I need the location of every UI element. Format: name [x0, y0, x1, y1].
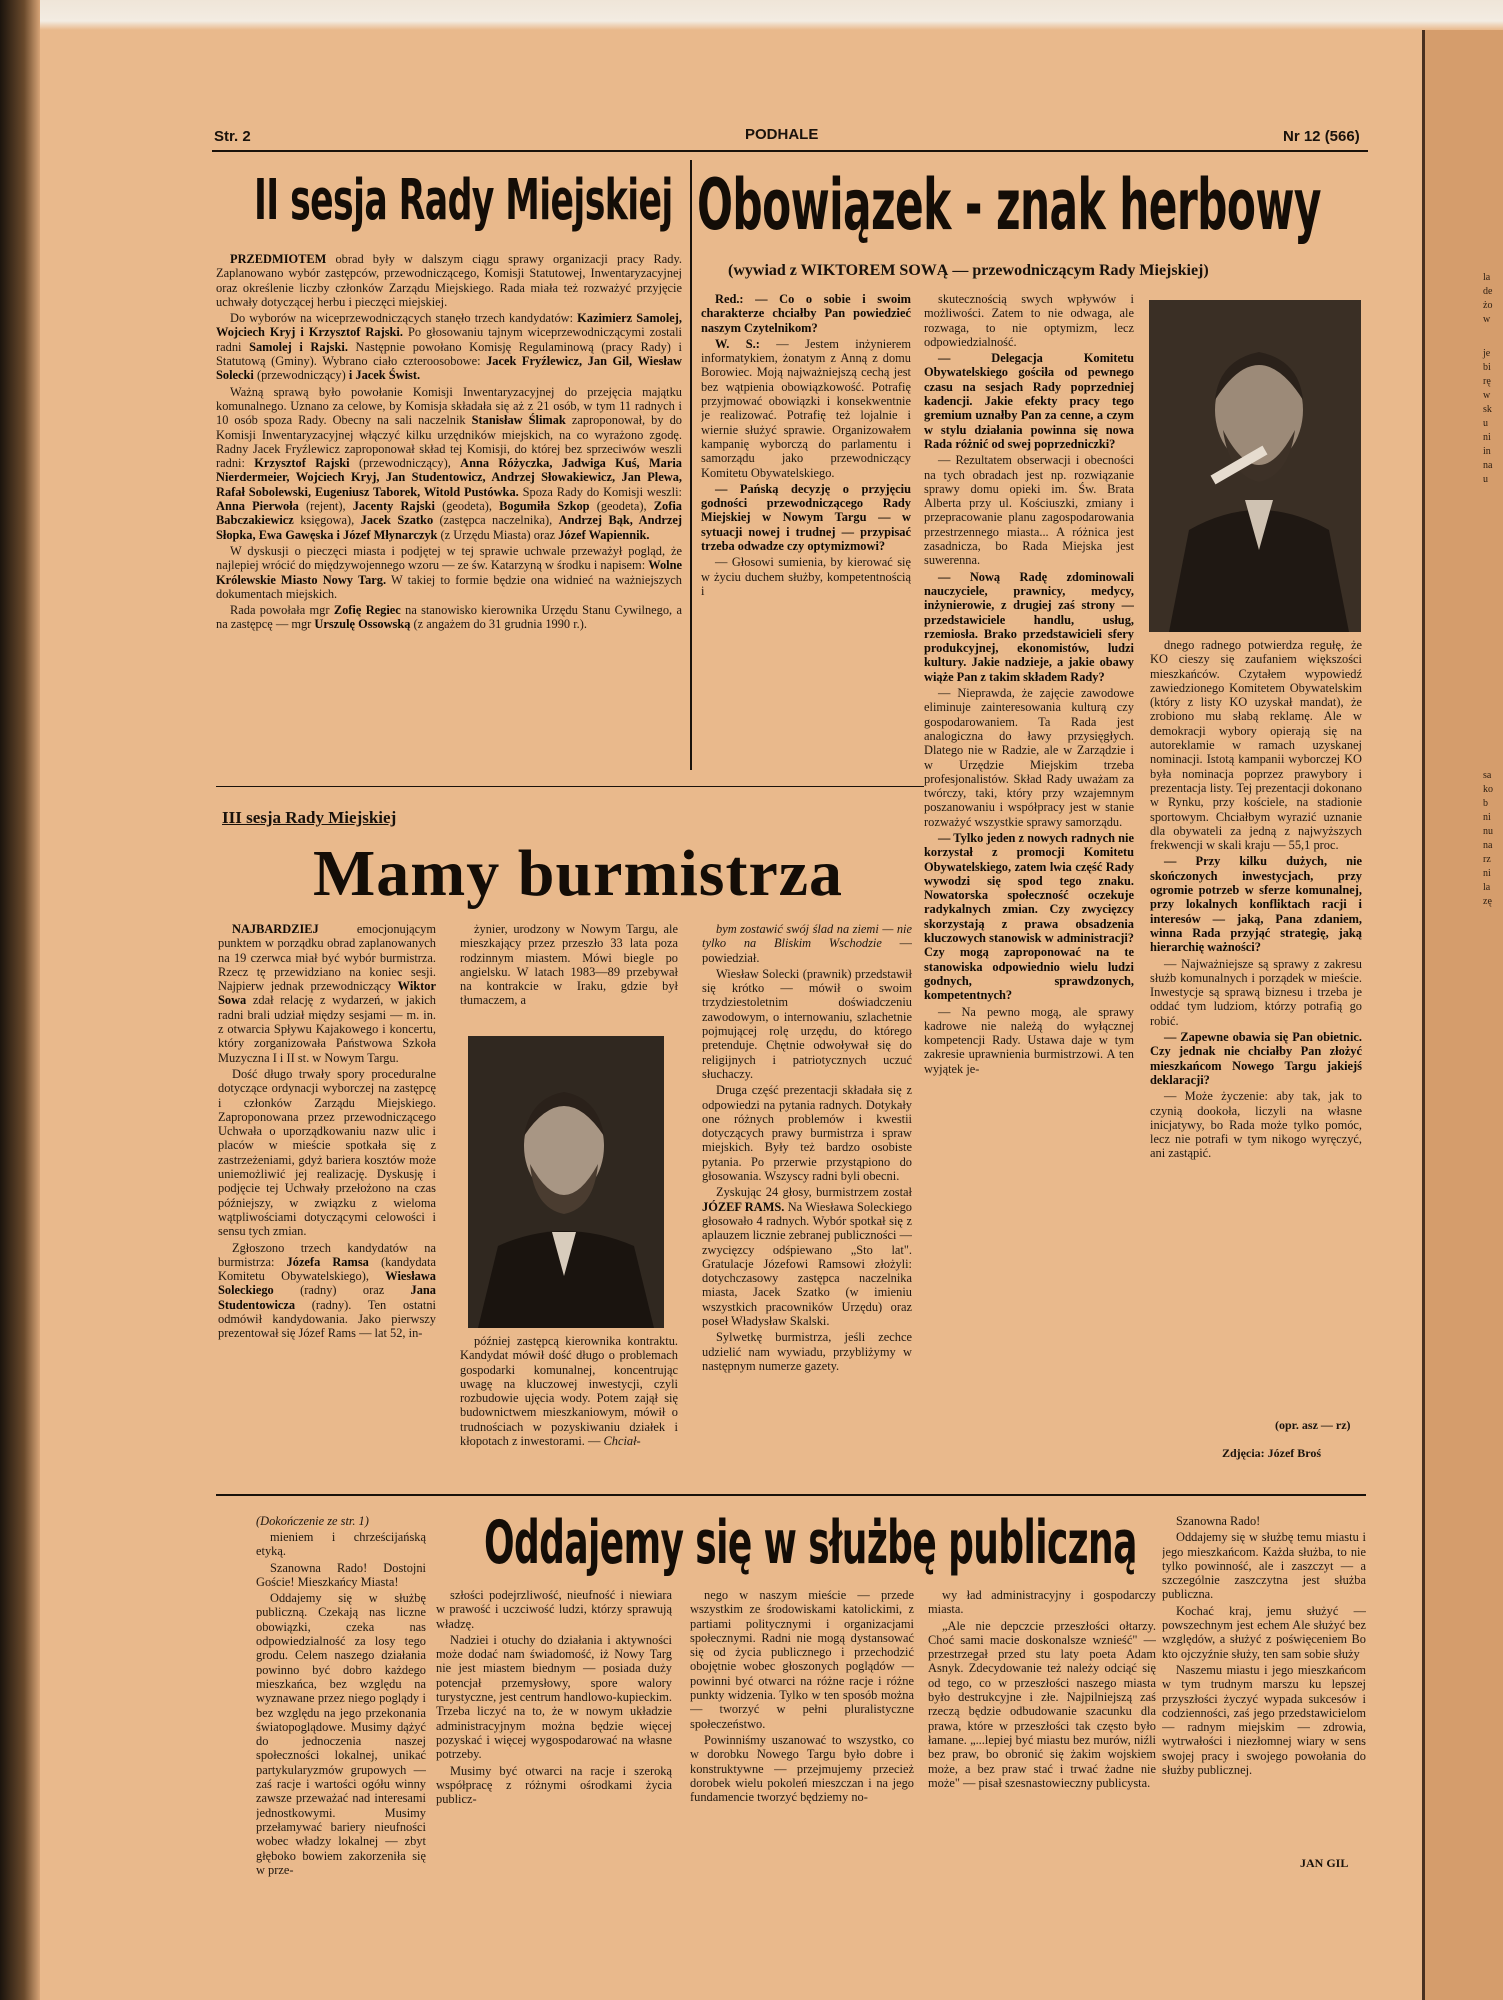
interview-paragraph: — Przy kilku dużych, nie skończonych inwestycjach, przy ogromie potrzeb w sferze komunalnej, przy lokalnych konfliktach racji i interesów — jaką, Pana zdaniem, winna Rada przyjąć strategię, jaką hierarchię ważności?: [1150, 854, 1362, 955]
ii-sesja-paragraph: Do wyborów na wiceprzewodniczących stanęło trzech kandydatów: Kazimierz Samolej, Wojciech Kryj i Krzysztof Rajski. Po głosowaniu tajnym wiceprzewodniczącymi zostali radni Samolej i Rajski. Następnie powołano Komisję Regulaminową (pracy Rady) i Statutową (Gminy). Wybrano ciało czteroosobowe: Jacek Fryźlewicz, Jan Gil, Wiesław Solecki (przewodniczący) i Jacek Świst.: [216, 311, 682, 383]
oddajemy-paragraph: mieniem i chrześcijańską etyką.: [256, 1530, 426, 1559]
ii-sesja-paragraph: Rada powołała mgr Zofię Regiec na stanowisko kierownika Urzędu Stanu Cywilnego, a na zastępcę — mgr Urszulę Ossowską (z angażem do 31 grudnia 1990 r.).: [216, 603, 682, 632]
interview-subtitle: (wywiad z WIKTOREM SOWĄ — przewodniczącym Rady Miejskiej): [728, 262, 1209, 279]
oddajemy-paragraph: Oddajemy się w służbę temu miastu i jego mieszkańcom. Każda służba, to nie tylko powinność, ale i zaszczyt — a szczególnie zaszczytna jest służba publiczna.: [1162, 1530, 1366, 1602]
burmistrz-column-1: [218, 922, 436, 1478]
photo-credit: Zdjęcia: Józef Broś: [1222, 1446, 1322, 1460]
oddajemy-paragraph: Szanowna Rado! Dostojni Goście! Mieszkańcy Miasta!: [256, 1560, 426, 1589]
section-rule: [216, 786, 924, 787]
burmistrz-paragraph: Dość długo trwały spory proceduralne dotyczące ordynacji wyborczej na zastępcę i członków Zarządu Miejskiego. Zaproponowana przez przewodniczącego Uchwała o uporządkowaniu nazw ulic i placów w mieście spotkała się z zastrzeżeniami, gdyż bariera kosztów może uniemożliwić jej realizację. Dyskusję i podjęcie tej Uchwały przełożono na czas późniejszy, w związku z wieloma wątpliwościami dotyczącymi celowości i sensu tych zmian.: [218, 1066, 436, 1239]
oddajemy-paragraph: Nadziei i otuchy do działania i aktywności może dodać nam świadomość, iż Nowy Targ nie jest miastem biednym — posiada duży potencjał przemysłowy, spore walory turystyczne, jest centrum handlowo-kupieckim. Trzeba liczyć na to, że w nowym układzie administracyjnym można będzie więcej pozyskać i więcej wygospodarować na własne potrzeby.: [436, 1632, 672, 1762]
ii-sesja-paragraph: W dyskusji o pieczęci miasta i podjętej w tej sprawie uchwale przeważył pogląd, że najlepiej wrócić do międzywojennego wzoru — ze św. Katarzyną w środku i napisem: Wolne Królewskie Miasto Nowy Targ. W takiej to formie będzie ona widnieć na ważniejszych dokumentach miejskich.: [216, 543, 682, 601]
interview-credit: (opr. asz — rz): [1275, 1418, 1351, 1432]
interview-paragraph: — Na pewno mogą, ale sprawy kadrowe nie należą do wyłącznej kompetencji Rady. Ustawa daje w tym zakresie uprawnienia burmistrzowi. A ten wyjątek je-: [924, 1004, 1134, 1076]
burmistrz-paragraph: Sylwetkę burmistrza, jeśli zechce udzielić nam wywiadu, przybliżymy w następnym numerze gazety.: [702, 1330, 912, 1373]
adjacent-page-fragment: in: [1483, 446, 1491, 457]
burmistrz-paragraph: bym zostawić swój ślad na ziemi — nie tylko na Bliskim Wschodzie — powiedział.: [702, 922, 912, 965]
interview-paragraph: — Może życzenie: aby tak, jak to czynią dookoła, liczyli na własne inicjatywy, bo Rada może tylko pomóc, lecz nie potrafi w tym nikogo wyręczyć, ani zastąpić.: [1150, 1089, 1362, 1161]
oddajemy-paragraph: Szanowna Rado!: [1176, 1514, 1261, 1528]
article-title-mamy-burmistrza: Mamy burmistrza: [313, 837, 844, 910]
continuation-note: (Dokończenie ze str. 1): [256, 1514, 369, 1528]
adjacent-page-strip: [1422, 30, 1503, 2000]
issue-number: Nr 12 (566): [1283, 128, 1360, 145]
adjacent-page-fragment: na: [1483, 840, 1493, 851]
oddajemy-column-3: [690, 1588, 914, 1880]
article-body-ii-sesja: [216, 252, 682, 770]
adjacent-page-fragment: nu: [1483, 826, 1493, 837]
page-top-edge: [0, 0, 1503, 30]
burmistrz-paragraph: Druga część prezentacji składała się z odpowiedzi na pytania radnych. Dotykały one różnych problemów i kwestii dotyczących prawy burmistrza i spraw miejskich. Były też bardzo osobiste pytania. Po przerwie przystąpiono do głosowania. Wszyscy radni byli obecni.: [702, 1083, 912, 1184]
adjacent-page-fragment: na: [1483, 460, 1493, 471]
interview-paragraph: — Zapewne obawia się Pan obietnic. Czy jednak nie chciałby Pan złożyć mieszkańcom Nowego Targu jakiejś deklaracji?: [1150, 1030, 1362, 1087]
oddajemy-paragraph: wy ład administracyjny i gospodarczy miasta.: [928, 1588, 1156, 1617]
adjacent-page-fragment: la: [1483, 272, 1491, 283]
portrait-photo-jozef-rams: [468, 1036, 664, 1328]
adjacent-page-fragment: sa: [1483, 770, 1492, 781]
portrait-figure: [1149, 300, 1361, 632]
interview-paragraph: Red.: — Co o sobie i swoim charakterze chciałby Pan powiedzieć naszym Czytelnikom?: [701, 292, 911, 335]
interview-paragraph: — Delegacja Komitetu Obywatelskiego gościła od pewnego czasu na sesjach Rady poprzedniej kadencji. Jakie efekty pracy tego gremium uznałby Pan za cenne, a czym w stylu działania powinna się nowa Rada różnić od swej poprzedniczki?: [924, 351, 1134, 451]
article-title-ii-sesja: II sesja Rady Miejskiej: [254, 168, 673, 233]
oddajemy-column-2: [436, 1588, 672, 1880]
burmistrz-paragraph: NAJBARDZIEJ emocjonującym punktem w porządku obrad zaplanowanych na 19 czerwca miał być wybór burmistrza. Rzecz tę przewidziano na koniec sesji. Najpierw jednak przewodniczący Wiktor Sowa zdał relację z wydarzeń, w jakich radni brali udział między sesjami — m. in. z otwarcia Spływu Kajakowego i koncertu, który zorganizowała Państwowa Szkoła Muzyczna I i II st. w Nowym Targu.: [218, 922, 436, 1065]
adjacent-page-fragment: sk: [1483, 404, 1492, 415]
portrait-figure-2: [468, 1036, 664, 1328]
interview-paragraph: — Najważniejsze są sprawy z zakresu służb komunalnych i porządek w mieście. Inwestycje są sprawą biznesu i trzeba je oddać tym ludziom, którzy potrafią go robić.: [1150, 956, 1362, 1028]
article-kicker-iii-sesja: III sesja Rady Miejskiej: [222, 808, 397, 827]
adjacent-page-fragment: je: [1483, 348, 1491, 359]
oddajemy-paragraph: Kochać kraj, jemu służyć — powszechnym jest echem Ale służyć bez względów, a służyć z poświęceniem Bo kto ojczyźnie służy, ten sam sobie służy: [1162, 1603, 1366, 1661]
interview-paragraph: — Głosowi sumienia, by kierować się w życiu duchem służby, kompetentnością i: [701, 555, 911, 598]
burmistrz-paragraph: później zastępcą kierownika kontraktu. Kandydat mówił dość długo o problemach gospodarki komunalnej, koncentrując uwagę na kluczowej inwestycji, czyli rozbudowie ujęcia wody. Potem zajął się budownictwem mieszkaniowym, mówił o trudnościach w pozyskiwaniu działek i kłopotach z inwestorami. — Chciał-: [460, 1334, 678, 1449]
adjacent-page-fragment: w: [1483, 390, 1491, 401]
adjacent-page-fragment: bi: [1483, 362, 1491, 373]
adjacent-page-fragment: zę: [1483, 896, 1492, 907]
article-title-obowiazek: Obowiązek - znak herbowy: [697, 164, 1321, 246]
adjacent-page-fragment: u: [1483, 418, 1488, 429]
interview-column-1: [701, 292, 911, 772]
interview-paragraph: — Rezultatem obserwacji i obecności na tych obradach jest np. rozwiązanie sprawy domu opieki im. Św. Brata Alberta przy ul. Kościuszki, zmiany i przepracowanie planu zagospodarowania przestrzennego miasta... A różnica jest zasadnicza, bo Rada Miejska jest suwerenna.: [924, 453, 1134, 568]
interview-paragraph: — Pańską decyzję o przyjęciu godności przewodniczącego Rady Miejskiej w Nowym Targu — w sytuacji nowej i trudnej — przypisać trzeba odwadze czy optymizmowi?: [701, 481, 911, 554]
portrait-photo-wiktor-sowa: [1149, 300, 1361, 632]
interview-paragraph: dnego radnego potwierdza regułę, że KO cieszy się zaufaniem większości mieszkańców. Czytałem wypowiedź zawiedzionego Komitetem Obywatelskim (który z listy KO uzyskał mandat), że zrobiono mu słabą reklamę. Ale w demokracji wybory opierają się na autoreklamie w ramach uzyskanej nominacji. Istotą kampanii wyborczej KO była nominacja poprzez prawybory i prezentacja listy. Tej prezentacji dokonano w Rynku, przy kościele, na stadionie sportowym. Chciałbym wyrazić uznanie dla obywateli za jedną z najwyższych frekwencji w skali kraju — 55,1 proc.: [1150, 638, 1362, 853]
masthead-name: PODHALE: [745, 126, 819, 143]
interview-paragraph: W. S.: — Jestem inżynierem informatykiem, żonatym z Anną z domu Borowiec. Moją najważniejszą cechą jest bez wątpienia obowiązkowość. Potrafię przyjmować obowiązki i konsekwentnie je realizować. Potrafię też lojalnie i wiernie służyć sprawie. Organizowałem kampanię wyborczą do parlamentu i samorządu jako przewodniczący Komitetu Obywatelskiego.: [701, 336, 911, 480]
oddajemy-paragraph: „Ale nie depczcie przeszłości ołtarzy. Choć sami macie doskonalsze wznieść" — przestrzegał przed stu laty poeta Adam Asnyk. Zdecydowanie też należy odciąć się od tego, co w przeszłości naszego miasta było destrukcyjne i złe. Najpilniejszą zaś rzeczą będzie odbudowanie szacunku dla prawa, które w przeszłości tak często było łamane. „...lepiej być miastu bez murów, niźli bez praw, bo obronić się żakim wojskiem może, a bez praw stać i trwać żadne nie może" — pisał szesnastowieczny publicysta.: [928, 1618, 1156, 1790]
oddajemy-paragraph: nego w naszym mieście — przede wszystkim ze środowiskami katolickimi, z partiami politycznymi i organizacjami społecznymi. Radni nie mogą dystansować się od życia publicznego i przechodzić obojętnie wobec głoszonych poglądów — powinni być otwarci na różne racje i różne punkty widzenia. Tylko w ten sposób można — tworzyć w pełni pluralistyczne społeczeństwo.: [690, 1588, 914, 1731]
burmistrz-paragraph: Zgłoszono trzech kandydatów na burmistrza: Józefa Ramsa (kandydata Komitetu Obywatelskiego), Wiesława Soleckiego (radny) oraz Jana Studentowicza (radny). Ten ostatni odmówił kandydowania. Jako pierwszy prezentował się Józef Rams — lat 52, in-: [218, 1240, 436, 1341]
oddajemy-paragraph: Oddajemy się w służbę publiczną. Czekają nas liczne obowiązki, czeka nas odpowiedzialność za losy tego grodu. Celem naszego działania powinno być dobro każdego mieszkańca, bez względu na wyznawane przez niego poglądy i bez względu na jego przekonania światopoglądowe. Musimy dążyć do jednoczenia naszej społeczności lokalnej, unikać partykularyzmów grupowych — zaś racje i wartości ogółu winny zawsze przeważać nad interesami jednostkowymi. Musimy przełamywać bariery nieufności wobec władzy lokalnej — zbyt głęboko bowiem zakorzeniła się w prze-: [256, 1591, 426, 1877]
oddajemy-paragraph: Musimy być otwarci na racje i szeroką współpracę z różnymi ośrodkami życia publicz-: [436, 1763, 672, 1807]
oddajemy-paragraph: Naszemu miastu i jego mieszkańcom w tym trudnym marszu ku lepszej przyszłości życzyć wypada sukcesów i codzienności, zaś jego przedstawicielom — radnym miejskim — zdrowia, wytrwałości i niezłomnej wiary w sens swojej pracy i swojego powołania do służby publicznej.: [1162, 1662, 1366, 1778]
oddajemy-column-1: [256, 1530, 426, 1880]
adjacent-page-fragment: ni: [1483, 812, 1491, 823]
burmistrz-column-2-bottom: [460, 1334, 678, 1478]
adjacent-page-fragment: b: [1483, 798, 1488, 809]
burmistrz-column-2-top: [460, 922, 678, 1034]
adjacent-page-fragment: rz: [1483, 854, 1491, 865]
ii-sesja-paragraph: Ważną sprawą było powołanie Komisji Inwentaryzacyjnej do przejęcia majątku komunalnego. Uznano za celowe, by Komisja składała się aż z 21 osób, w tym 11 radnych i 10 osób spoza Rady. Obecny na sali naczelnik Stanisław Ślimak zaproponował, by do Komisji Inwentaryzacyjnej włączyć kilku urzędników miejskich, na co wyrażono zgodę. Radny Jacek Fryźlewicz zaproponował skład tej Komisji, do której bez sprzeciwów weszli radni: Krzysztof Rajski (przewodniczący), Anna Różyczka, Jadwiga Kuś, Maria Nierdermeier, Wojciech Kryj, Jan Studentowicz, Andrzej Słowakiewicz, Jan Plewa, Rafał Sobolewski, Eugeniusz Taborek, Witold Pustówka. Spoza Rady do Komisji weszli: Anna Pierwoła (rejent), Jacenty Rajski (geodeta), Bogumiła Szkop (geodeta), Zofia Babczakiewicz księgowa), Jacek Szatko (zastępca naczelnika), Andrzej Bąk, Andrzej Słopka, Ewa Gawęska i Józef Młynarczyk (z Urzędu Miasta) oraz Józef Wapiennik.: [216, 384, 682, 542]
interview-paragraph: — Nieprawda, że zajęcie zawodowe eliminuje zainteresowania kulturą czy gospodarowaniem. Ta Rada jest analogiczna do ławy przysięgłych. Dlatego nie w Radzie, ale w Zarządzie i w Urzędzie Miejskim trzeba profesjonalistów. Skład Rady uważam za twórczy, taki, który przy wzajemnym poszanowaniu i współpracy jest w stanie rozważyć wszystkie sprawy samorządu.: [924, 686, 1134, 829]
header-rule: [212, 150, 1368, 152]
oddajemy-column-4: [928, 1588, 1156, 1880]
adjacent-page-fragment: żo: [1483, 300, 1493, 311]
adjacent-page-fragment: ni: [1483, 868, 1491, 879]
interview-column-2: [924, 292, 1134, 1472]
oddajemy-paragraph: szłości podejrzliwość, nieufność i niewiara w prawość i uczciwość ludzi, którzy sprawują władzę.: [436, 1588, 672, 1631]
interview-paragraph: — Tylko jeden z nowych radnych nie korzystał z promocji Komitetu Obywatelskiego, zatem lwia część Rady wywodzi się spod tego znaku. Nowatorska społeczność oczekuje radykalnych zmian. Czy zwycięzcy skorzystają z prawa obsadzenia kluczowych stanowisk w administracji? Czy mogą zaproponować na te stanowiska odpowiednio wielu ludzi godnych, sprawdzonych, kompetentnych?: [924, 830, 1134, 1003]
burmistrz-paragraph: żynier, urodzony w Nowym Targu, ale mieszkający przez przeszło 33 lata poza rodzinnym miastem. Mówi biegle po angielsku. W latach 1983—89 przebywał na kontrakcie w Iraku, gdzie był tłumaczem, a: [460, 922, 678, 1008]
column-divider: [690, 160, 692, 770]
section-rule-bottom: [216, 1494, 1366, 1496]
adjacent-page-fragment: de: [1483, 286, 1493, 297]
burmistrz-paragraph: Zyskując 24 głosy, burmistrzem został JÓZEF RAMS. Na Wiesława Soleckiego głosowało 4 radnych. Wybór spotkał się z aplauzem licznie zebranej publiczności — zwycięzcy odśpiewano „Sto lat". Gratulacje Józefowi Ramsowi złożyli: dotychczasowy zastępca naczelnika miasta, Jacek Szatko (w imieniu wszystkich pracowników Urzędu) oraz poseł Władysław Skalski.: [702, 1185, 912, 1329]
oddajemy-paragraph: Powinniśmy uszanować to wszystko, co w dorobku Nowego Targu było dobre i konstruktywne — przejmujemy przecież dorobek wielu pokoleń mieszczan i na jego fundamencie tworzyć będziemy no-: [690, 1732, 914, 1805]
burmistrz-paragraph: Wiesław Solecki (prawnik) przedstawił się krótko — mówił o swoim trzydziestoletnim doświadczeniu zawodowym, o internowaniu, szlachetnie pojmującej rolę urzędu, do którego pretenduje. Chętnie odwoływał się do religijnych i patriotycznych uczuć słuchaczy.: [702, 966, 912, 1081]
adjacent-page-fragment: ko: [1483, 784, 1493, 795]
adjacent-page-fragment: w: [1483, 314, 1491, 325]
ii-sesja-paragraph: PRZEDMIOTEM obrad były w dalszym ciągu sprawy organizacji pracy Rady. Zaplanowano wybór zastępców, przewodniczącego, Komisji Statutowej, Inwentaryzacyjnej oraz określenie liczby członków Zarządu Miejskiego. Rada miała też rozważyć przyjęcie uchwały dotyczącej herbu i pieczęci miejskiej.: [216, 252, 682, 309]
interview-paragraph: — Nową Radę zdominowali nauczyciele, prawnicy, medycy, inżynierowie, z drugiej zaś strony — przedstawiciele handlu, usług, rzemiosła. Brako przedstawicieli sfery produkcyjnej, ekonomistów, ludzi kultury. Jakie nadzieje, a jakie obawy wiąże Pan z takim składem Rady?: [924, 569, 1134, 684]
page-binding-edge: [0, 0, 40, 2000]
oddajemy-column-5: [1162, 1514, 1366, 1854]
interview-column-3: [1150, 638, 1362, 1420]
article-title-oddajemy: Oddajemy się w służbę publiczną: [484, 1508, 1137, 1578]
adjacent-page-fragment: la: [1483, 882, 1491, 893]
adjacent-page-fragment: ni: [1483, 432, 1491, 443]
page-number: Str. 2: [214, 128, 251, 145]
adjacent-page-fragment: rę: [1483, 376, 1491, 387]
interview-paragraph: skutecznością swych wpływów i możliwości. Zatem to nie odwaga, ale rozwaga, to nie optymizm, lecz odpowiedzialność.: [924, 292, 1134, 349]
burmistrz-column-3: [702, 922, 912, 1478]
adjacent-page-fragment: u: [1483, 474, 1488, 485]
article-signature: JAN GIL: [1300, 1856, 1349, 1870]
